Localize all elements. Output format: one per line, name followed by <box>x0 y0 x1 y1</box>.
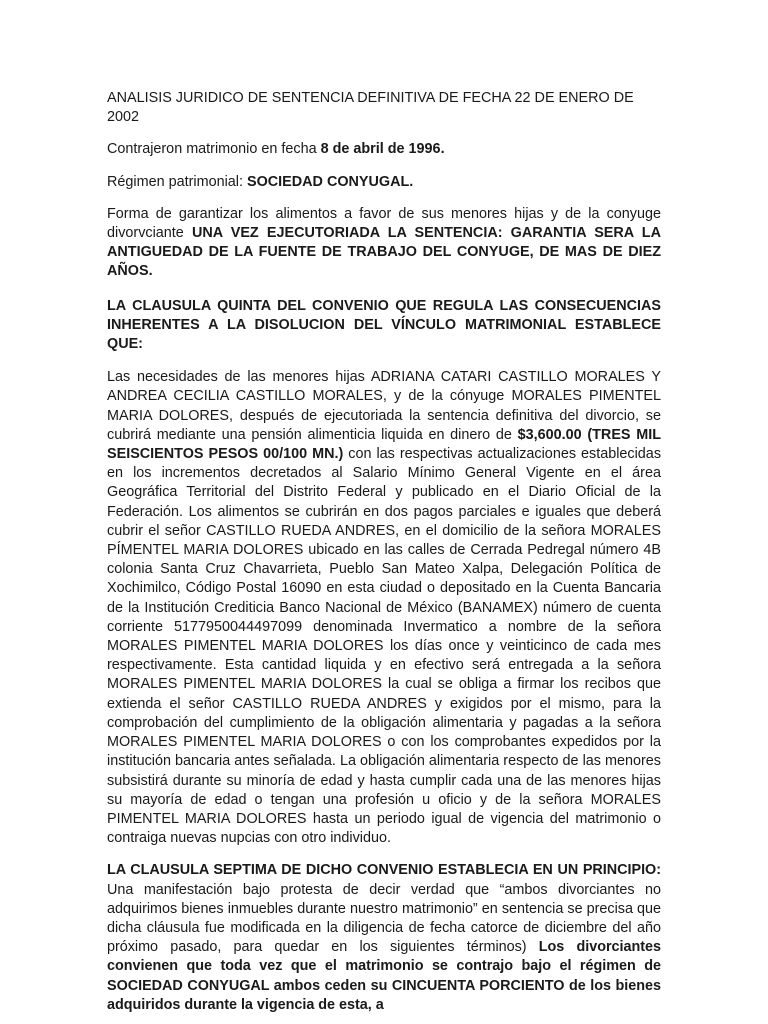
regime-value: SOCIEDAD CONYUGAL. <box>246 173 414 190</box>
clause-five-text-part2: con las respectivas actualizaciones establecidas en los incrementos decretados al Salario Mínimo General Vigente en el área Geográfica Territorial del Distrito Federal y publicado en el Diario Oficial de la Federación. Los alimentos se cubrirán en dos pagos parciales e iguales que deberá cubrir el señor CASTILLO RUEDA ANDRES, en el domicilio de la señora MORALES PÍMENTEL MARIA DOLORES ubicado en las calles de Cerrada Pedregal número 4B colonia Santa Cruz Chavarrieta, Pueblo San Mateo Xalpa, Delegación Política de Xochimilco, Código Postal 16090 en esta ciudad o depositado en la Cuenta Bancaria de la Institución Crediticia Banco Nacional de México (BANAMEX) número de cuenta corriente 5177950044497099 denominada Invermatico a nombre de la señora MORALES PIMENTEL MARIA DOLORES los días once y veinticinco de cada mes respectivamente. Esta cantidad liquida y en efectivo será entregada a la señora MORALES PIMENTEL MARIA DOLORES la cual se obliga a firmar los recibos que extienda el señor CASTILLO RUEDA ANDRES y exigidos por el mismo, para la comprobación del cumplimiento de la obligación alimentaria y pagadas a la señora MORALES PIMENTEL MARIA DOLORES o con los comprobantes expedidos por la institución bancaria antes señalada. La obligación alimentaria respecto de las menores subsistirá durante su minoría de edad y hasta cumplir cada una de las menores hijas su mayoría de edad o tengan una profesión u oficio y de la señora MORALES PIMENTEL MARIA DOLORES hasta un periodo igual de vigencia del matrimonio o contraiga nuevas nupcias con otro individuo. <box>107 446 662 847</box>
clause-seven-bold-text: Los divorciantes convienen que toda vez que el matrimonio se contrajo bajo el régimen de SOCIEDAD CONYUGAL ambos ceden su CINCUENTA PORCIENTO de los bienes adquiridos durante la vigencia de esta, a <box>107 939 662 1013</box>
pension-amount: $3,600.00 (TRES MIL SEISCIENTOS PESOS 00/100 MN.) <box>107 426 661 463</box>
clause-seven-text: Una manifestación bajo protesta de decir verdad que “ambos divorciantes no adquirimos bienes inmuebles durante nuestro matrimonio” en sentencia se precisa que dicha cláusula fue modificada en la diligencia de fecha catorce de diciembre del año próximo pasado, para quedar en los siguientes términos) <box>107 881 661 956</box>
clause-five-body <box>107 368 661 848</box>
clause-seven-heading: LA CLAUSULA SEPTIMA DE DICHO CONVENIO ESTABLECIA EN UN PRINCIPIO: <box>107 862 661 879</box>
guarantee-paragraph <box>107 205 661 282</box>
document-title: ANALISIS JURIDICO DE SENTENCIA DEFINITIVA DE FECHA 22 DE ENERO DE 2002 <box>107 90 634 126</box>
marriage-date-line <box>107 140 661 159</box>
clause-five-text-part1: Las necesidades de las menores hijas ADRIANA CATARI CASTILLO MORALES Y ANDREA CECILIA CASTILLO MORALES, y de la cónyuge MORALES PIMENTEL MARIA DOLORES, después de ejecutoriada la sentencia definitiva del divorcio, se cubrirá mediante una pensión alimenticia liquida en dinero de <box>107 369 661 443</box>
clause-seven-paragraph <box>107 861 661 1015</box>
marriage-label: Contrajeron matrimonio en fecha <box>107 141 321 158</box>
marriage-date: 8 de abril de 1996. <box>320 141 445 158</box>
guarantee-bold-text: UNA VEZ EJECUTORIADA LA SENTENCIA: GARANTIA SERA LA ANTIGUEDAD DE LA FUENTE DE TRABAJO DEL CONYUGE, DE MAS DE DIEZ AÑOS. <box>107 225 661 280</box>
guarantee-text: Forma de garantizar los alimentos a favor de sus menores hijas y de la conyuge divorvciante <box>107 205 661 242</box>
clause-five-heading: LA CLAUSULA QUINTA DEL CONVENIO QUE REGULA LAS CONSECUENCIAS INHERENTES A LA DISOLUCION DEL VÍNCULO MATRIMONIAL ESTABLECE QUE: <box>107 297 661 353</box>
regime-line <box>107 173 661 192</box>
document-page <box>107 89 661 1015</box>
regime-label: Régimen patrimonial: <box>107 173 247 190</box>
